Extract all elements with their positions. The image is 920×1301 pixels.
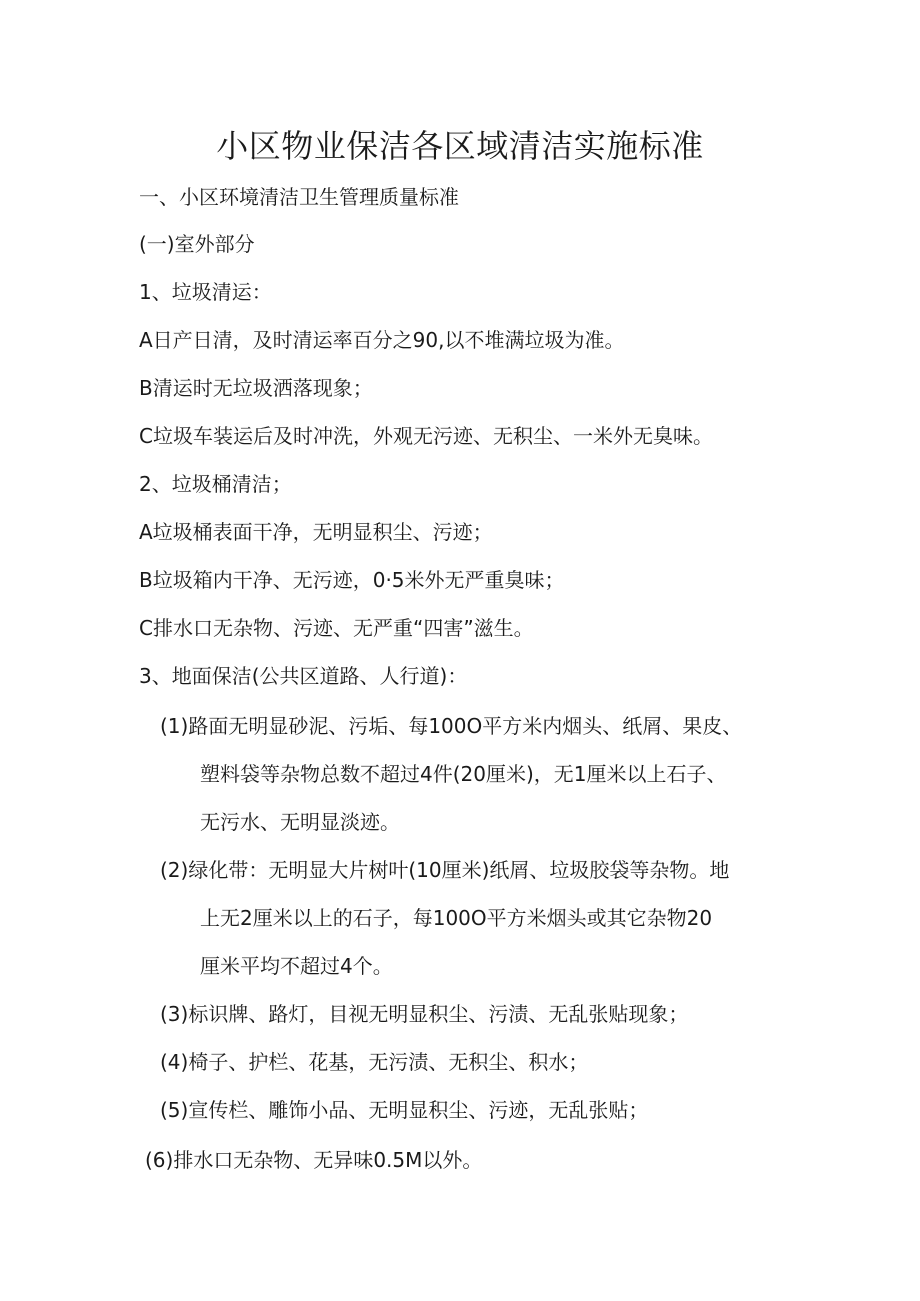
paragraph-bin-a: A垃圾桶表面干净，无明显积尘、污迹； <box>139 520 493 544</box>
paragraph-garbage-c: C垃圾车装运后及时冲洗，外观无污迹、无积尘、一米外无臭味。 <box>139 424 713 448</box>
paragraph-garbage-b: B清运时无垃圾洒落现象； <box>139 376 373 400</box>
list-item-road-line-1: (1)路面无明显砂泥、污垢、每100O平方米内烟头、纸屑、果皮、 <box>160 714 743 738</box>
paragraph-garbage-a: A日产日清，及时清运率百分之90,以不堆满垃圾为准。 <box>139 328 625 352</box>
subsection-heading: (一)室外部分 <box>139 232 255 256</box>
item-heading-bin-cleaning: 2、垃圾桶清洁； <box>139 472 292 496</box>
section-heading: 一、小区环境清洁卫生管理质量标准 <box>139 185 459 209</box>
paragraph-bin-c: C排水口无杂物、污迹、无严重“四害”滋生。 <box>139 616 534 640</box>
item-heading-ground-cleaning: 3、地面保洁(公共区道路、人行道)： <box>139 664 468 688</box>
list-item-greenbelt-line-3: 厘米平均不超过4个。 <box>200 954 393 978</box>
paragraph-bin-b: B垃圾箱内干净、无污迹，0·5米外无严重臭味； <box>139 568 565 592</box>
list-item-greenbelt-line-1: (2)绿化带：无明显大片树叶(10厘米)纸屑、垃圾胶袋等杂物。地 <box>160 858 730 882</box>
list-item-road-line-2: 塑料袋等杂物总数不超过4件(20厘米)，无1厘米以上石子、 <box>200 762 727 786</box>
list-item-chairs: (4)椅子、护栏、花基，无污渍、无积尘、积水； <box>160 1050 589 1074</box>
list-item-bulletin: (5)宣传栏、雕饰小品、无明显积尘、污迹，无乱张贴； <box>160 1098 649 1122</box>
list-item-road-line-3: 无污水、无明显淡迹。 <box>200 810 400 834</box>
list-item-signs: (3)标识牌、路灯，目视无明显积尘、污渍、无乱张贴现象； <box>160 1002 689 1026</box>
item-heading-garbage-collection: 1、垃圾清运： <box>139 280 272 304</box>
list-item-drain: (6)排水口无杂物、无异味0.5M以外。 <box>145 1148 483 1172</box>
list-item-greenbelt-line-2: 上无2厘米以上的石子，每100O平方米烟头或其它杂物20 <box>200 906 713 930</box>
page-title: 小区物业保洁各区域清洁实施标准 <box>216 127 704 165</box>
